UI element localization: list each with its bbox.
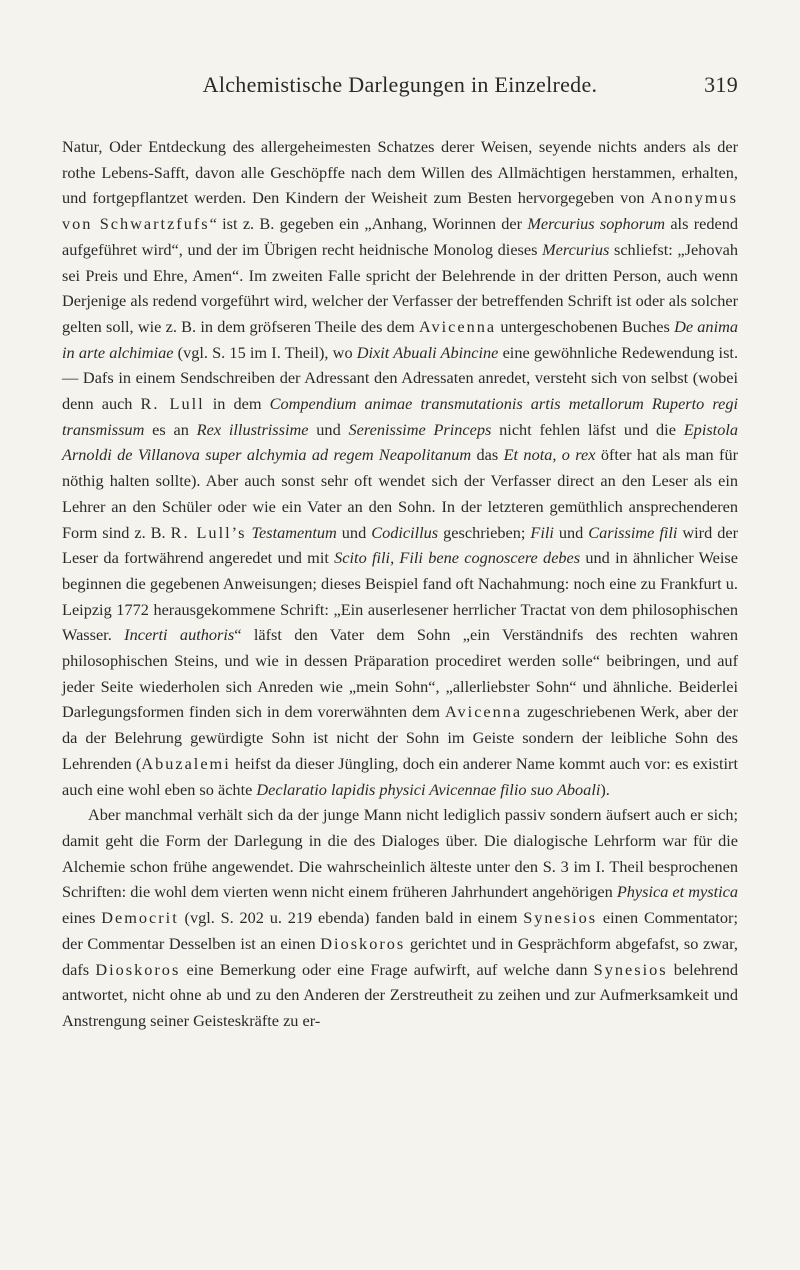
text-run: und in ähnlicher Weise beginnen die gegebenen Anweisungen; dieses Beispiel fand oft Nachahmung: noch eine zu Frankfurt u. Leipzig 1772 herausgekommene Schrift: „Ein auserlesener herrlicher Tractat von dem philosophischen Wasser. xyxy=(62,548,738,645)
spaced-name: Avicenna xyxy=(444,702,523,722)
text-run: ). xyxy=(600,779,610,799)
body-text xyxy=(62,134,738,1034)
text-run: gerichtet und in Gesprächform abgefafst, so zwar, dafs xyxy=(62,933,739,979)
text-run: nicht fehlen läfst und die xyxy=(491,419,684,439)
spaced-name: Synesios xyxy=(523,908,598,928)
text-run: Aber manchmal verhält sich da der junge Mann nicht lediglich passiv sondern äufsert auch er sich; damit geht die Form der Darlegung in die des Dialoges über. Die dialogische Lehrform war für die Alchemie schon frühe angewendet. Die wahrscheinlich älteste unter den S. 3 im I. Theil besprochenen Schriften: die wohl dem vierten wenn nicht einem früheren Jahrhundert angehörigen xyxy=(62,805,738,902)
italic-run: Epistola Arnoldi de Villanova super alchymia ad regem Neapolitanum xyxy=(62,419,739,465)
text-run: “ läfst den Vater dem Sohn „ein Verständnifs des rechten wahren philosophischen Steins, und wie in dessen Präparation procediret werden solle“ beibringen, und auf jeder Seite wiederholen sich Anreden wie „mein Sohn“, „allerliebster Sohn“ und ähnliche. Beiderlei Darlegungsformen finden sich in dem vorerwähnten dem xyxy=(62,625,738,722)
text-run: belehrend antwortet, nicht ohne ab und zu den Anderen der Zerstreutheit zu zeihen und zur Aufmerksamkeit und Anstrengung seiner Geisteskräfte zu er- xyxy=(62,959,738,1030)
text-run: und xyxy=(553,522,589,542)
text-run: eine gewöhnliche Redewendung ist. — Dafs in einem Sendschreiben der Adressant den Adressaten anredet, versteht sich von selbst (wobei denn auch xyxy=(62,342,739,414)
text-run: und xyxy=(308,419,349,439)
italic-run: Incerti authoris xyxy=(124,625,235,645)
text-run: als redend aufgeführet wird“, und der im Übrigen recht heidnische Monolog dieses xyxy=(62,214,738,259)
italic-run: Mercurius xyxy=(542,239,610,259)
italic-run: Physica et mystica xyxy=(616,882,738,902)
italic-run: Mercurius sophorum xyxy=(527,214,666,234)
text-run: wird der Leser da fortwährend angeredet und mit xyxy=(62,522,739,568)
text-run: einen Commentator; der Commentar Desselben ist an einen xyxy=(62,908,739,953)
italic-run: Scito fili, Fili bene cognoscere debes xyxy=(334,548,581,568)
spaced-name: Synesios xyxy=(593,959,668,979)
italic-run: Dixit Abuali Abincine xyxy=(356,342,499,362)
spaced-name: Dioskoros xyxy=(320,933,406,953)
running-header xyxy=(62,72,738,106)
text-run: in dem xyxy=(204,394,270,414)
spaced-name: Abuzalemi xyxy=(141,753,231,773)
spaced-name: Anonymus von Schwartzfufs xyxy=(62,188,738,234)
spaced-name: Democrit xyxy=(101,908,179,928)
text-run: untergeschobenen Buches xyxy=(496,316,675,336)
spaced-name: R. Lull’s xyxy=(170,522,247,542)
spaced-name: Dioskoros xyxy=(95,959,181,979)
italic-run: Rex illustrissime xyxy=(196,419,309,439)
italic-run: Et nota, o rex xyxy=(503,445,596,465)
text-run: geschrieben; xyxy=(438,522,531,542)
page-number: 319 xyxy=(704,72,738,97)
italic-run: Carissime fili xyxy=(588,522,678,542)
text-run: öfter hat als man für nöthig halten sollte). Aber auch sonst sehr oft wendet sich der Verfasser direct an den Leser als ein Lehrer an den Schüler oder wie ein Vater an den Sohn. In der letzteren gemüthlich ansprechenderen Form sind z. B. xyxy=(62,445,739,542)
running-title: Alchemistische Darlegungen in Einzelrede. xyxy=(202,72,598,97)
italic-run: Codicillus xyxy=(371,522,439,542)
spaced-name: Avicenna xyxy=(418,316,497,336)
italic-run: Serenissime Princeps xyxy=(348,419,492,439)
text-run: und xyxy=(336,522,372,542)
text-run: schliefst: „Jehovah sei Preis und Ehre, Amen“. Im zweiten Falle spricht der Belehrende in der dritten Person, auch wenn Derjenige als redend vorgeführt wird, welcher der Verfasser der betreffenden Schrift ist oder als solcher gelten soll, wie z. B. in dem gröfseren Theile des dem xyxy=(62,239,739,336)
text-run: es an xyxy=(144,419,197,439)
text-run: das xyxy=(471,445,504,465)
paragraph xyxy=(62,802,738,1033)
text-run: (vgl. S. 202 u. 219 ebenda) fanden bald in einem xyxy=(178,908,524,928)
text-run: eine Bemerkung oder eine Frage aufwirft, auf welche dann xyxy=(180,959,594,979)
italic-run: Compendium animae transmutationis artis metallorum Ruperto regi transmissum xyxy=(62,394,738,439)
italic-run: Fili xyxy=(530,522,554,542)
text-run: Natur, Oder Entdeckung des allergeheimesten Schatzes derer Weisen, seyende nichts anders als der rothe Lebens-Safft, davon alle Geschöpffe nach dem Willen des Allmächtigen herstammen, erhalten, und fortgepflantzet werden. Den Kindern der Weisheit zum Besten hervorgegeben von xyxy=(62,137,738,208)
italic-run: Testamentum xyxy=(251,522,337,542)
spaced-name: R. Lull xyxy=(140,394,205,414)
italic-run: Declaratio lapidis physici Avicennae filio suo Aboali xyxy=(256,779,601,799)
paragraph xyxy=(62,134,738,802)
italic-run: De anima in arte alchimiae xyxy=(62,316,738,362)
text-run: heifst da dieser Jüngling, doch ein anderer Name kommt auch vor: es existirt auch eine wohl eben so ächte xyxy=(62,753,738,799)
text-run: zugeschriebenen Werk, aber der da der Belehrung gewürdigte Sohn ist nicht der Sohn im Geiste sondern der leibliche Sohn des Lehrenden ( xyxy=(62,702,738,773)
text-run: eines xyxy=(62,908,102,928)
text-run: “ ist z. B. gegeben ein „Anhang, Worinnen der xyxy=(209,214,528,234)
text-run: (vgl. S. 15 im I. Theil), wo xyxy=(173,342,357,362)
